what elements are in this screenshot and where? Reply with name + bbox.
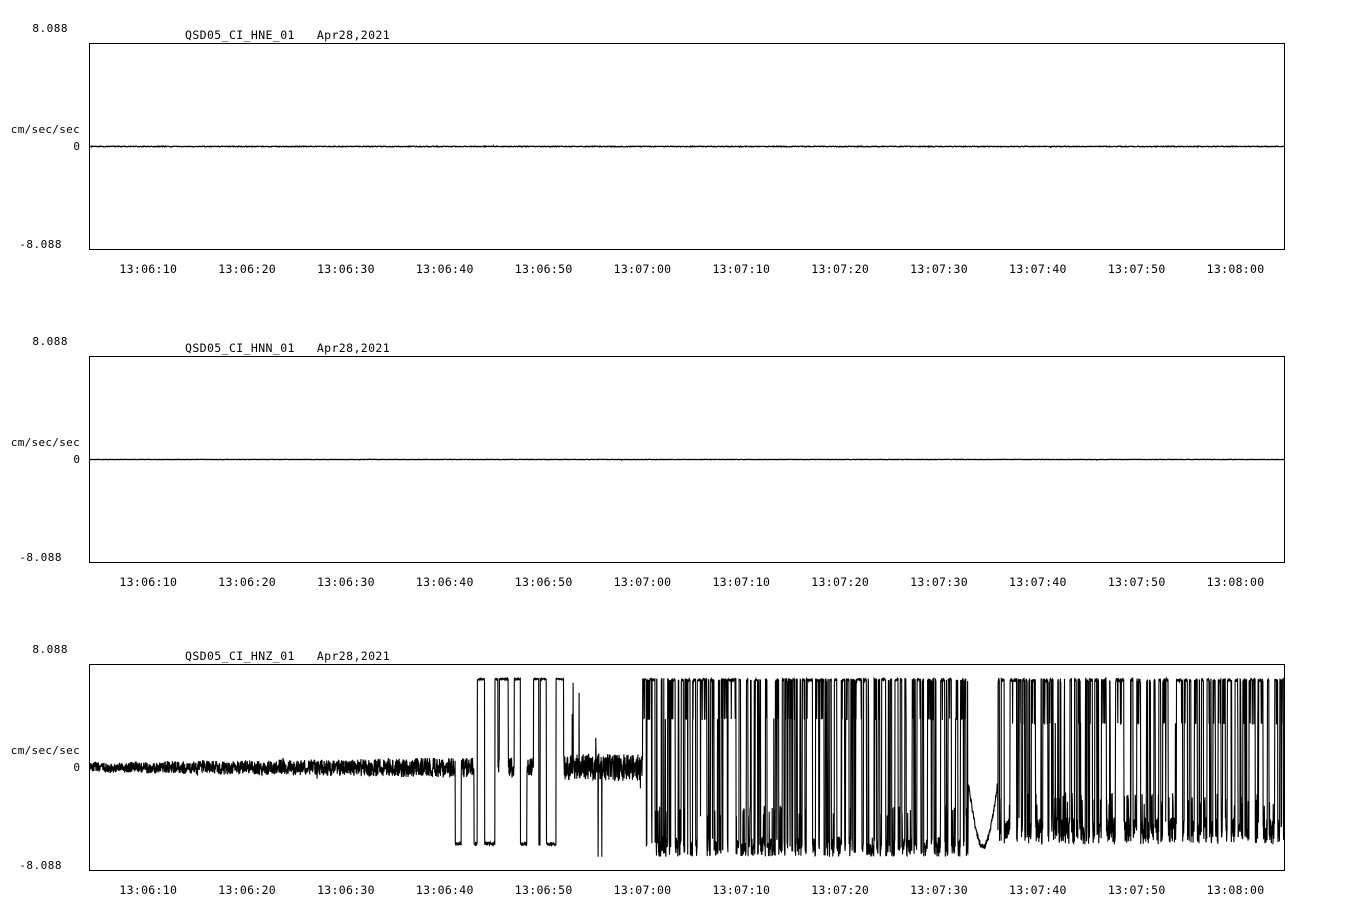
x-axis-tick-label: 13:06:30 [317, 262, 375, 276]
x-axis-tick-label: 13:07:20 [811, 262, 870, 276]
x-axis-tick-label: 13:06:20 [218, 575, 277, 589]
y-axis-min-label-hnn: -8.088 [19, 551, 62, 564]
x-axis-tick-label: 13:06:50 [514, 575, 573, 589]
chart-panel-hnn [0, 308, 1358, 608]
waveform-trace-hnz [90, 665, 1284, 870]
y-axis-min-label-hnz: -8.088 [19, 859, 62, 872]
plot-area-hnn[interactable] [89, 356, 1285, 563]
x-axis-tick-label: 13:06:40 [415, 883, 474, 897]
y-axis-max-label-hne: 8.088 [32, 22, 68, 35]
plot-area-hnz[interactable] [89, 664, 1285, 871]
x-axis-tick-label: 13:07:00 [613, 883, 672, 897]
chart-title-hne: QSD05_CI_HNE_01 Apr28,2021 [185, 28, 391, 42]
x-axis-tick-label: 13:06:40 [415, 575, 474, 589]
x-axis-tick-label: 13:07:40 [1008, 262, 1067, 276]
x-axis-tick-label: 13:06:50 [514, 262, 573, 276]
x-axis-tick-label: 13:07:00 [613, 262, 672, 276]
y-axis-zero-label-hnn: 0 [73, 453, 80, 466]
x-axis-tick-label: 13:07:20 [811, 575, 870, 589]
x-axis-tick-label: 13:07:50 [1107, 262, 1166, 276]
x-axis-tick-label: 13:07:10 [712, 575, 771, 589]
x-axis-tick-label: 13:08:00 [1206, 883, 1265, 897]
x-axis-tick-label: 13:07:20 [811, 883, 870, 897]
x-axis-tick-label: 13:06:40 [415, 262, 474, 276]
chart-panel-hne [0, 0, 1358, 300]
chart-title-hnn: QSD05_CI_HNN_01 Apr28,2021 [185, 341, 391, 355]
chart-panel-hnz [0, 616, 1358, 916]
x-axis-tick-labels-hnn [89, 575, 1285, 591]
y-axis-units-label-hnn: cm/sec/sec [10, 436, 80, 449]
x-axis-tick-label: 13:07:00 [613, 575, 672, 589]
y-axis-units-label-hnz: cm/sec/sec [10, 744, 80, 757]
x-axis-tick-label: 13:07:30 [910, 262, 968, 276]
y-axis-zero-label-hnz: 0 [73, 761, 80, 774]
y-axis-max-label-hnn: 8.088 [32, 335, 68, 348]
x-axis-tick-label: 13:07:40 [1008, 575, 1067, 589]
x-axis-tick-label: 13:06:30 [317, 883, 375, 897]
x-axis-tick-label: 13:06:20 [218, 262, 277, 276]
x-axis-tick-label: 13:07:10 [712, 883, 771, 897]
x-axis-tick-label: 13:08:00 [1206, 575, 1265, 589]
x-axis-tick-label: 13:07:30 [910, 883, 968, 897]
x-axis-tick-label: 13:07:10 [712, 262, 771, 276]
x-axis-tick-label: 13:06:10 [119, 262, 178, 276]
x-axis-tick-label: 13:07:40 [1008, 883, 1067, 897]
x-axis-tick-label: 13:06:20 [218, 883, 277, 897]
y-axis-units-label-hne: cm/sec/sec [10, 123, 80, 136]
waveform-trace-hne [90, 44, 1284, 249]
y-axis-zero-label-hne: 0 [73, 140, 80, 153]
x-axis-tick-label: 13:06:10 [119, 575, 178, 589]
x-axis-tick-label: 13:06:30 [317, 575, 375, 589]
plot-area-hne[interactable] [89, 43, 1285, 250]
chart-title-hnz: QSD05_CI_HNZ_01 Apr28,2021 [185, 649, 391, 663]
y-axis-max-label-hnz: 8.088 [32, 643, 68, 656]
x-axis-tick-label: 13:06:10 [119, 883, 178, 897]
x-axis-tick-label: 13:07:30 [910, 575, 968, 589]
x-axis-tick-labels-hne [89, 262, 1285, 278]
y-axis-min-label-hne: -8.088 [19, 238, 62, 251]
waveform-trace-hnn [90, 357, 1284, 562]
x-axis-tick-label: 13:08:00 [1206, 262, 1265, 276]
x-axis-tick-label: 13:06:50 [514, 883, 573, 897]
x-axis-tick-label: 13:07:50 [1107, 575, 1166, 589]
x-axis-tick-labels-hnz [89, 883, 1285, 899]
x-axis-tick-label: 13:07:50 [1107, 883, 1166, 897]
